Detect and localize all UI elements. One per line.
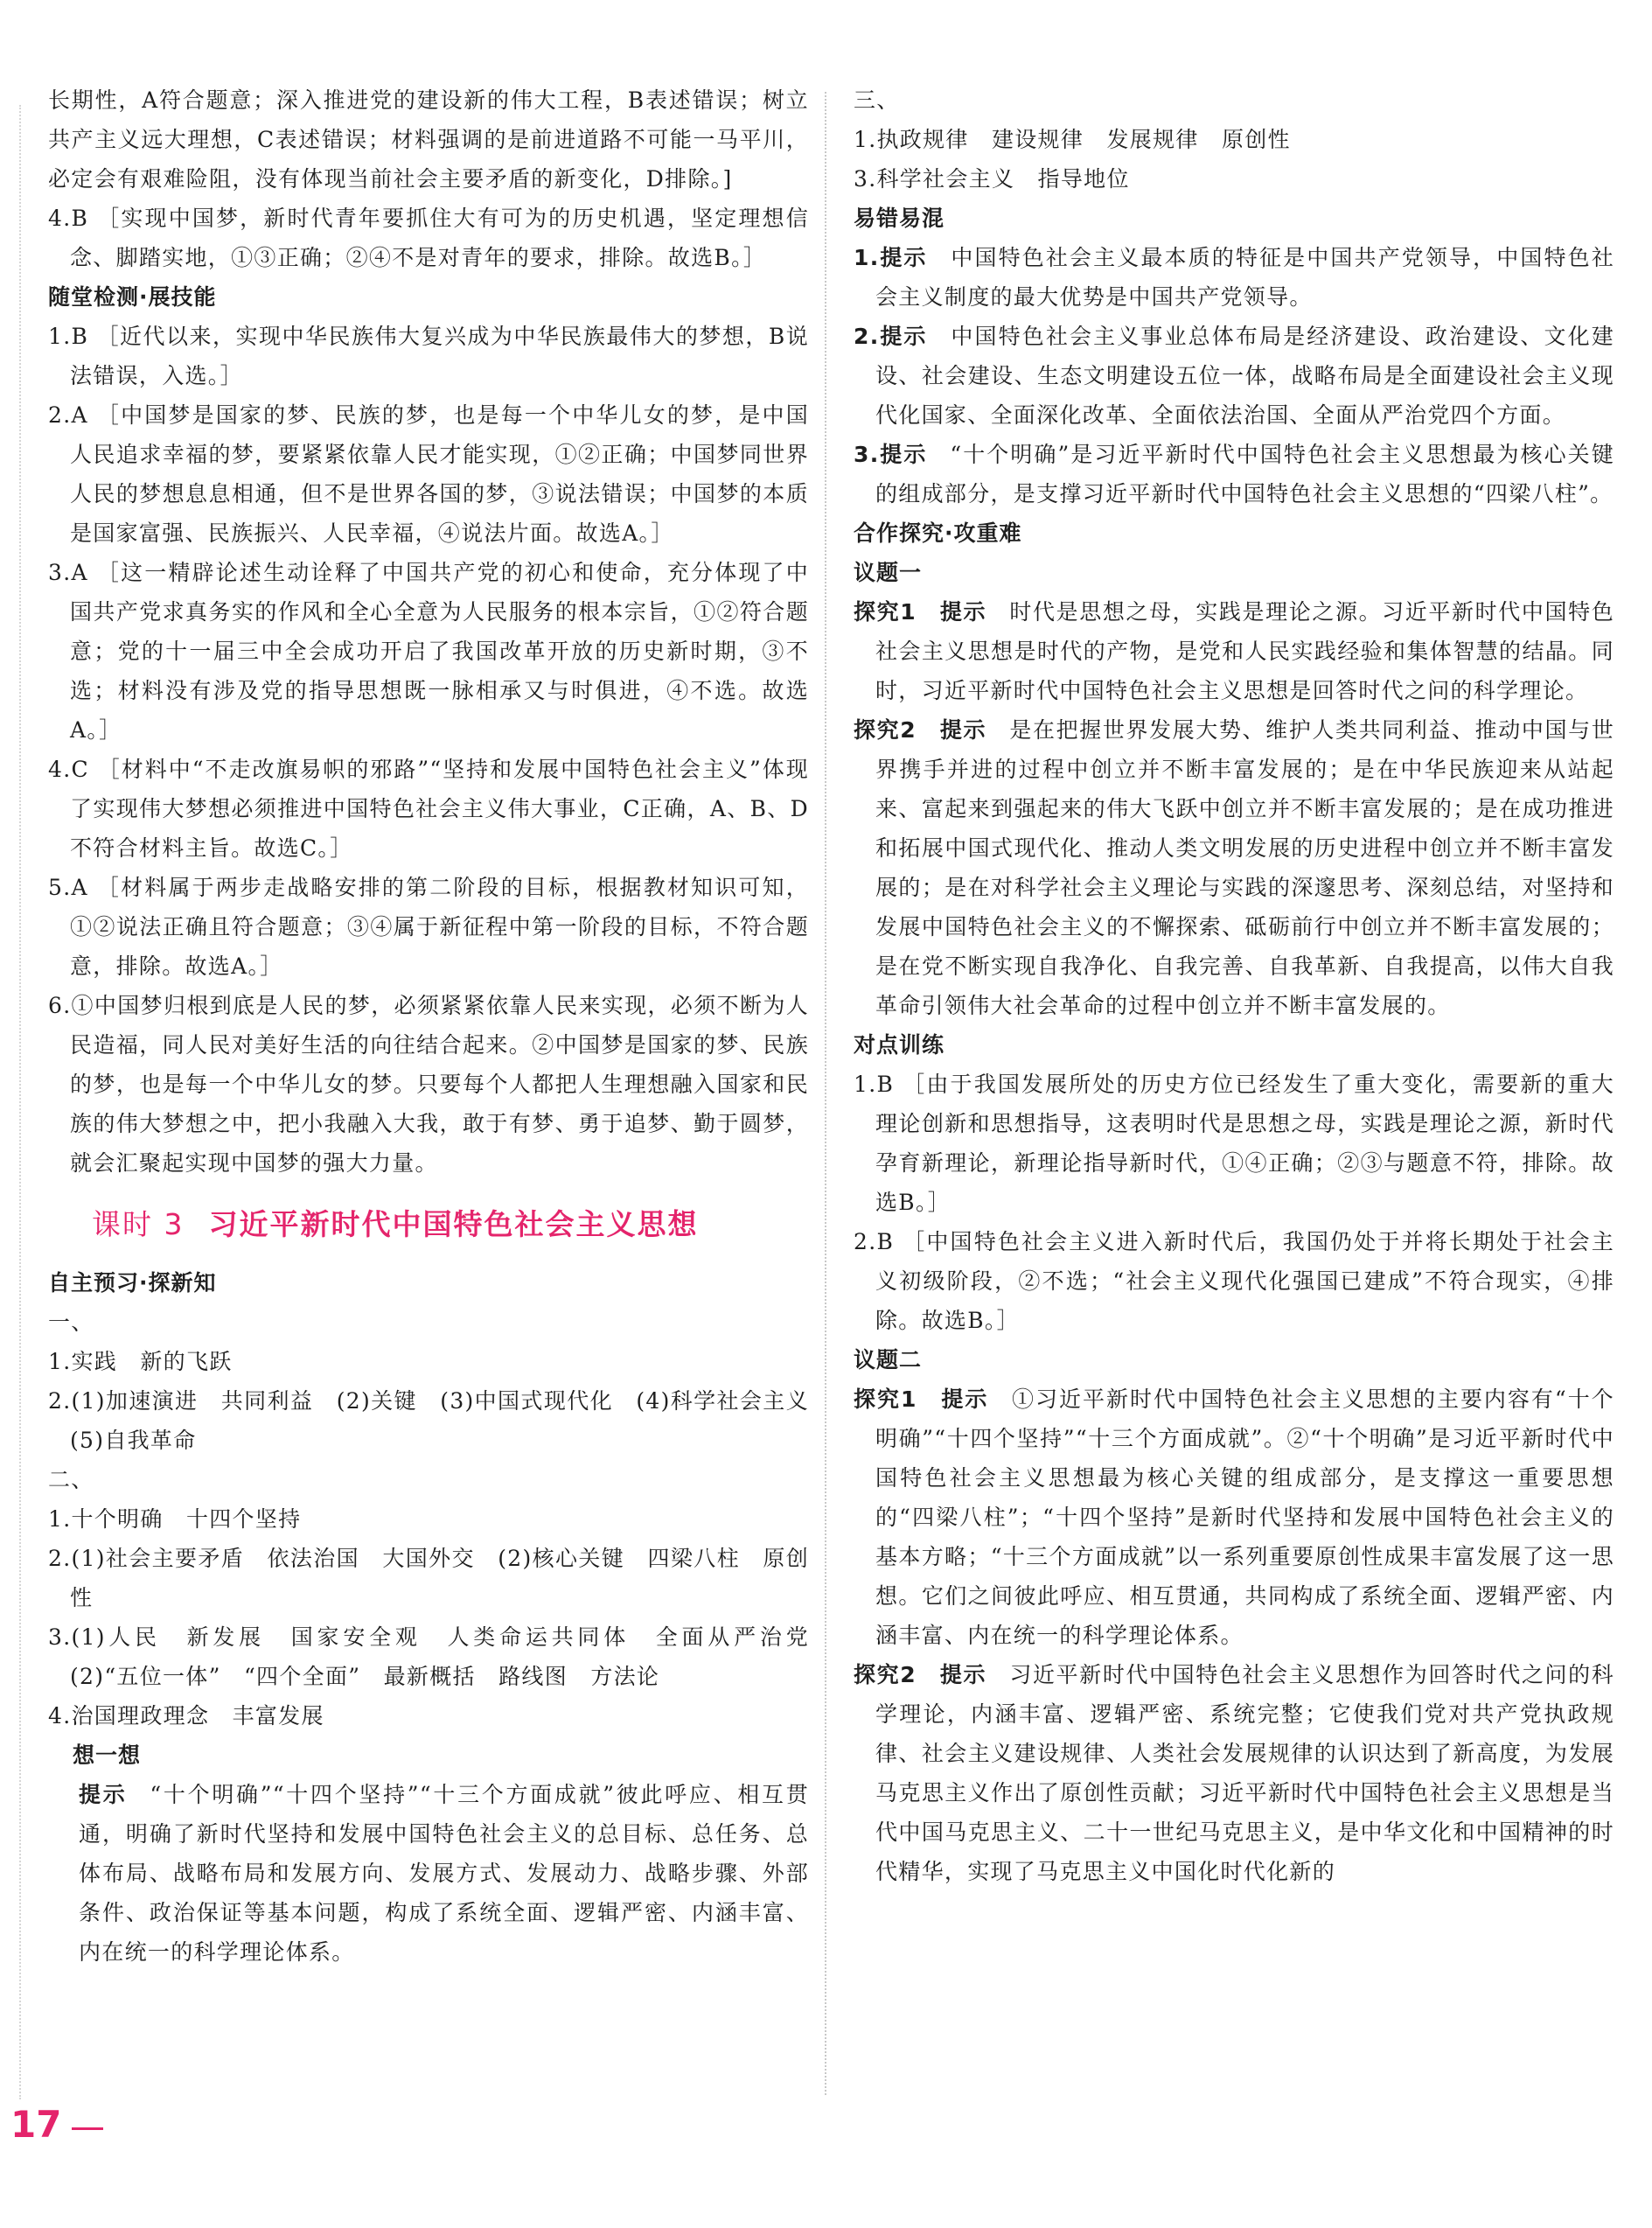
lesson-title [48,1190,809,1260]
section-heading: 合作探究·攻重难 [854,520,1022,546]
answer-paragraph [48,1303,809,1342]
paragraph-text: 是在把握世界发展大势、维护人类共同利益、推动中国与世界携手并进的过程中创立并不断丰富发展的；是在中华民族迎来从站起来、富起来到强起来的伟大飞跃中创立并不断丰富发展的；是在成功推进和拓展中国式现代化、推动人类文明发展的历史进程中创立并不断丰富发展的；是在对科学社会主义理论与实践的深邃思考、深刻总结，对坚持和发展中国特色社会主义的不懈探索、砥砺前行中创立并不断丰富发展的；是在党不断实现自我净化、自我完善、自我革新、自我提高，以伟大自我革命引领伟大社会革命的过程中创立并不断丰富发展的。 [875,717,1614,1018]
answer-paragraph [854,120,1614,159]
lesson-number: 课时 3 [92,1207,185,1241]
answer-paragraph [48,395,809,553]
answer-paragraph [48,199,809,277]
paragraph-text: 习近平新时代中国特色社会主义思想作为回答时代之问的科学理论，内涵丰富、逻辑严密、系统完整；它使我们党对共产党执政规律、社会主义建设规律、人类社会发展规律的认识达到了新高度，为发展马克思主义作出了原创性贡献；习近平新时代中国特色社会主义思想是当代中国马克思主义、二十一世纪马克思主义，是中华文化和中国精神的时代精华，实现了马克思主义中国化时代化新的 [875,1662,1614,1884]
answer-paragraph [854,1065,1614,1222]
answer-paragraph [854,159,1614,199]
paragraph-text: 1.B ［由于我国发展所处的历史方位已经发生了重大变化，需要新的重大理论创新和思想指导，这表明时代是思想之母，实践是理论之源，新时代孕育新理论，新理论指导新时代，①④正确；②③与题意不符，排除。故选B。］ [854,1072,1614,1215]
answer-paragraph [48,1539,809,1617]
section-heading: 易错易混 [854,206,945,231]
paragraph-text: 4.B ［实现中国梦，新时代青年要抓住大有可为的历史机遇，坚定理想信念、脚踏实地，①③正确；②④不是对青年的要求，排除。故选B。］ [48,206,809,270]
paragraph-text: 1.B ［近代以来，实现中华民族伟大复兴成为中华民族最伟大的梦想，B说法错误，入选。］ [48,324,809,388]
paragraph-text: 二、 [48,1467,94,1492]
answer-paragraph [854,80,1614,120]
paragraph-text: 1.执政规律 建设规律 发展规律 原创性 [854,127,1291,152]
paragraph-text: 中国特色社会主义最本质的特征是中国共产党领导，中国特色社会主义制度的最大优势是中国共产党领导。 [875,245,1614,310]
hint-label: 探究2 提示 [854,717,987,743]
answer-paragraph [48,553,809,750]
answer-paragraph [854,1379,1614,1655]
right-column [854,80,1614,1891]
answer-paragraph [48,1617,833,1696]
answer-paragraph [48,1381,833,1460]
paragraph-text: “十个明确”是习近平新时代中国特色社会主义思想最为核心关键的组成部分，是支撑习近平新时代中国特色社会主义思想的“四梁八柱”。 [875,442,1615,506]
page-number-rule [72,2127,103,2130]
answer-paragraph [48,317,809,395]
column-divider [825,92,826,2095]
hint-label: 探究1 提示 [854,599,987,625]
left-column [48,80,833,1972]
paragraph-text: 4.C ［材料中“不走改旗易帜的邪路”“坚持和发展中国特色社会主义”体现了实现伟大梦想必须推进中国特色社会主义伟大事业，C正确，A、B、D不符合材料主旨。故选C。］ [48,757,809,861]
section-heading: 想一想 [73,1743,142,1768]
paragraph-text: 1.十个明确 十四个坚持 [48,1506,302,1532]
binding-margin-dots [0,105,21,2099]
paragraph-text: 三、 [854,87,900,113]
answer-paragraph [48,1460,809,1499]
hint-label: 探究1 提示 [854,1386,989,1412]
section-heading: 议题二 [854,1347,923,1372]
section-heading: 对点训练 [854,1032,945,1058]
answer-paragraph [854,1655,1614,1891]
answer-paragraph [854,435,1614,513]
section-heading: 议题一 [854,560,923,585]
answer-paragraph [48,868,809,986]
hint-label: 3.提示 [854,442,928,467]
paragraph-text: 一、 [48,1310,94,1335]
hint-label: 1.提示 [854,245,928,270]
hint-label: 提示 [79,1782,128,1807]
answer-paragraph [48,80,809,199]
paragraph-text: 5.A ［材料属于两步走战略安排的第二阶段的目标，根据教材知识可知，①②说法正确且符合题意；③④属于新征程中第一阶段的目标，不符合题意，排除。故选A。］ [48,875,809,979]
answer-paragraph [48,1342,809,1381]
paragraph-text: 中国特色社会主义事业总体布局是经济建设、政治建设、文化建设、社会建设、生态文明建设五位一体，战略布局是全面建设社会主义现代化国家、全面深化改革、全面依法治国、全面从严治党四个方面。 [875,324,1614,428]
section-heading: 随堂检测·展技能 [48,284,217,310]
paragraph-text: 2.A ［中国梦是国家的梦、民族的梦，也是每一个中华儿女的梦，是中国人民追求幸福的梦，要紧紧依靠人民才能实现，①②正确；中国梦同世界人民的梦想息息相通，但不是世界各国的梦，③说法错误；中国梦的本质是国家富强、民族振兴、人民幸福，④说法片面。故选A。］ [48,402,809,546]
hint-label: 探究2 提示 [854,1662,987,1687]
paragraph-text: 3.A ［这一精辟论述生动诠释了中国共产党的初心和使命，充分体现了中国共产党求真务实的作风和全心全意为人民服务的根本宗旨，①②符合题意；党的十一届三中全会成功开启了我国改革开放的历史新时期，③不选；材料没有涉及党的指导思想既一脉相承又与时俱进，④不选。故选A。］ [48,560,809,743]
paragraph-text: ①习近平新时代中国特色社会主义思想的主要内容有“十个明确”“十四个坚持”“十三个方面成就”。②“十个明确”是习近平新时代中国特色社会主义思想最为核心关键的组成部分，是支撑这一重要思想的“四梁八柱”；“十四个坚持”是新时代坚持和发展中国特色社会主义的基本方略；“十三个方面成就”以一系列重要原创性成果丰富发展了这一思想。它们之间彼此呼应、相互贯通，共同构成了系统全面、逻辑严密、内涵丰富、内在统一的科学理论体系。 [875,1386,1614,1648]
answer-paragraph [854,238,1614,317]
paragraph-text: 2.(1)加速演进 共同利益 (2)关键 (3)中国式现代化 (4)科学社会主义 (5)自我革命 [48,1388,833,1453]
answer-paragraph [854,592,1614,710]
answer-paragraph [48,750,809,868]
paragraph-text: 时代是思想之母，实践是理论之源。习近平新时代中国特色社会主义思想是时代的产物，是党和人民实践经验和集体智慧的结晶。同时，习近平新时代中国特色社会主义思想是回答时代之问的科学理论。 [875,599,1614,703]
paragraph-text: 3.科学社会主义 指导地位 [854,166,1130,192]
paragraph-text: 4.治国理政理念 丰富发展 [48,1703,324,1729]
paragraph-text: 6.①中国梦归根到底是人民的梦，必须紧紧依靠人民来实现，必须不断为人民造福，同人民对美好生活的向往结合起来。②中国梦是国家的梦、民族的梦，也是每一个中华儿女的梦。只要每个人都把人生理想融入国家和民族的伟大梦想之中，把小我融入大我，敢于有梦、勇于追梦、勤于圆梦，就会汇聚起实现中国梦的强大力量。 [48,993,809,1176]
page-number: 17 [10,2103,62,2146]
paragraph-text: 2.B ［中国特色社会主义进入新时代后，我国仍处于并将长期处于社会主义初级阶段，②不选；“社会主义现代化强国已建成”不符合现实，④排除。故选B。］ [854,1229,1614,1333]
answer-paragraph [48,1499,809,1539]
answer-paragraph [48,1696,809,1736]
paragraph-text: 3.(1)人民 新发展 国家安全观 人类命运共同体 全面从严治党 (2)“五位一体” “四个全面” 最新概括 路线图 方法论 [48,1624,833,1689]
answer-paragraph [854,710,1614,1025]
lesson-title-text: 习近平新时代中国特色社会主义思想 [208,1207,699,1241]
hint-label: 2.提示 [854,324,928,349]
answer-paragraph [48,1775,809,1972]
paragraph-text: 1.实践 新的飞跃 [48,1349,233,1374]
paragraph-text: 2.(1)社会主要矛盾 依法治国 大国外交 (2)核心关键 四梁八柱 原创性 [48,1546,809,1610]
paragraph-text: 长期性，A符合题意；深入推进党的建设新的伟大工程，B表述错误；树立共产主义远大理想，C表述错误；材料强调的是前进道路不可能一马平川，必定会有艰难险阻，没有体现当前社会主要矛盾的新变化，D排除。] [48,87,809,192]
answer-paragraph [48,986,809,1183]
answer-paragraph [854,1222,1614,1340]
answer-paragraph [854,317,1614,435]
paragraph-text: “十个明确”“十四个坚持”“十三个方面成就”彼此呼应、相互贯通，明确了新时代坚持和发展中国特色社会主义的总目标、总任务、总体布局、战略布局和发展方向、发展方式、发展动力、战略步骤、外部条件、政治保证等基本问题，构成了系统全面、逻辑严密、内涵丰富、内在统一的科学理论体系。 [79,1782,810,1965]
section-heading: 自主预习·探新知 [48,1270,217,1296]
